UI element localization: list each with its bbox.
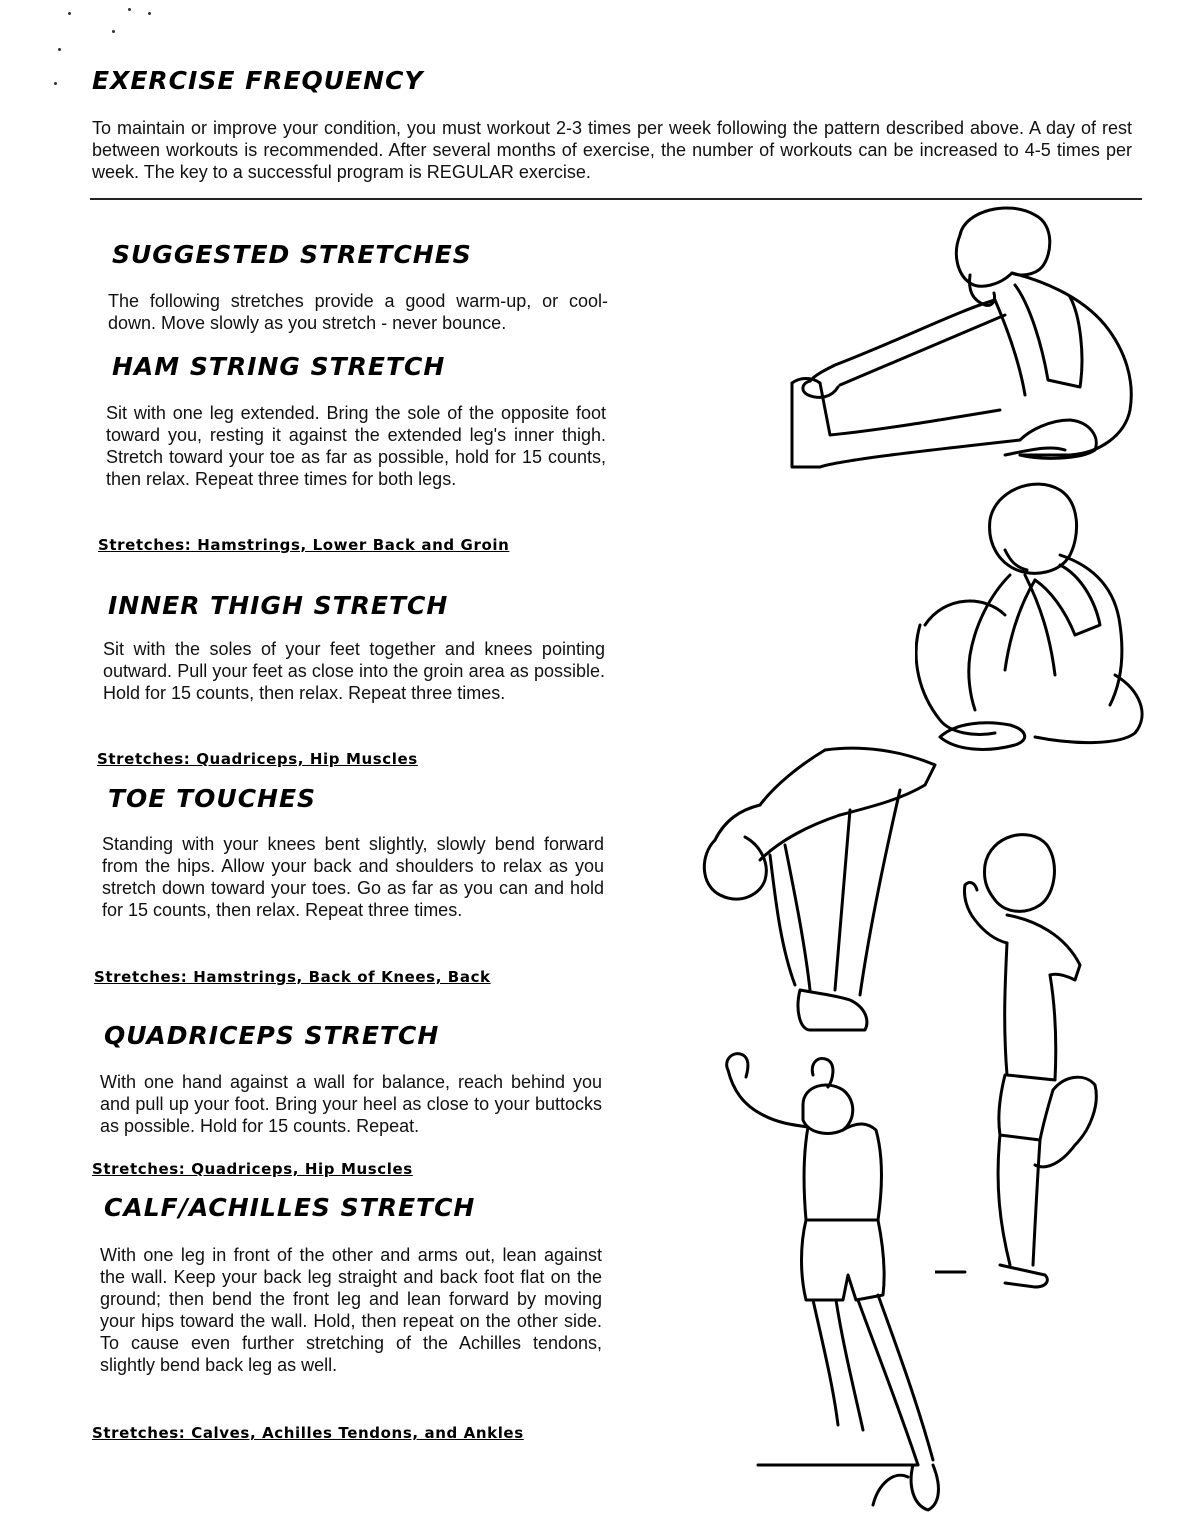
quadriceps-heading: QUADRICEPS STRETCH: [104, 1021, 440, 1050]
scan-speck: [112, 30, 115, 33]
toe-touches-targets: Stretches: Hamstrings, Back of Knees, Back: [94, 968, 491, 986]
calf-targets: Stretches: Calves, Achilles Tendons, and Ankles: [92, 1424, 524, 1442]
quadriceps-body: With one hand against a wall for balance, reach behind you and pull up your foot. Bring your heel as close to your buttocks as possible. Hold for 15 counts. Repeat.: [100, 1072, 602, 1136]
toe-touches-heading: TOE TOUCHES: [108, 784, 317, 813]
inner-thigh-stretch-illustration: [915, 475, 1155, 755]
calf-body: With one leg in front of the other and arms out, lean against the wall. Keep your back leg straight and back foot flat on the ground; then bend the front leg and lean forward by moving your hips toward the wall. Hold, then repeat on the other side. To cause even further stretching of the Achilles tendons, slightly bend back leg as well.: [100, 1245, 602, 1375]
inner-thigh-targets: Stretches: Quadriceps, Hip Muscles: [97, 750, 418, 768]
hamstring-heading: HAM STRING STRETCH: [112, 352, 446, 381]
quadriceps-targets: Stretches: Quadriceps, Hip Muscles: [92, 1160, 413, 1178]
frequency-heading: EXERCISE FREQUENCY: [92, 66, 424, 95]
scan-speck: [128, 8, 131, 11]
suggested-body: The following stretches provide a good warm-up, or cool-down. Move slowly as you stretch - never bounce.: [108, 291, 608, 333]
calf-stretch-illustration: [718, 1045, 946, 1515]
toe-touches-illustration: [700, 745, 945, 1040]
inner-thigh-body: Sit with the soles of your feet together and knees pointing outward. Pull your feet as close into the groin area as possible. Hold for 15 counts, then relax. Repeat three times.: [103, 639, 605, 703]
calf-heading: CALF/ACHILLES STRETCH: [104, 1193, 476, 1222]
quadriceps-stretch-illustration: [935, 825, 1105, 1300]
scan-speck: [58, 48, 61, 51]
section-divider: [90, 198, 1142, 200]
inner-thigh-heading: INNER THIGH STRETCH: [108, 591, 449, 620]
frequency-body: To maintain or improve your condition, you must workout 2-3 times per week following the pattern described above. A day of rest between workouts is recommended. After several months of exercise, the number of workouts can be increased to 4-5 times per week. The key to a successful program is REGULAR exercise.: [92, 118, 1132, 182]
toe-touches-body: Standing with your knees bent slightly, slowly bend forward from the hips. Allow your back and shoulders to relax as you stretch down toward your toes. Go as far as you can and hold for 15 counts, then relax. Repeat three times.: [102, 834, 604, 920]
scan-speck: [54, 82, 57, 85]
scan-speck: [68, 12, 71, 15]
hamstring-targets: Stretches: Hamstrings, Lower Back and Groin: [98, 536, 510, 554]
scan-speck: [148, 12, 151, 15]
suggested-heading: SUGGESTED STRETCHES: [112, 240, 472, 269]
hamstring-body: Sit with one leg extended. Bring the sole of the opposite foot toward you, resting it against the extended leg's inner thigh. Stretch toward your toe as far as possible, hold for 15 counts, then relax. Repeat three times for both legs.: [106, 403, 606, 489]
hamstring-stretch-illustration: [780, 205, 1150, 475]
